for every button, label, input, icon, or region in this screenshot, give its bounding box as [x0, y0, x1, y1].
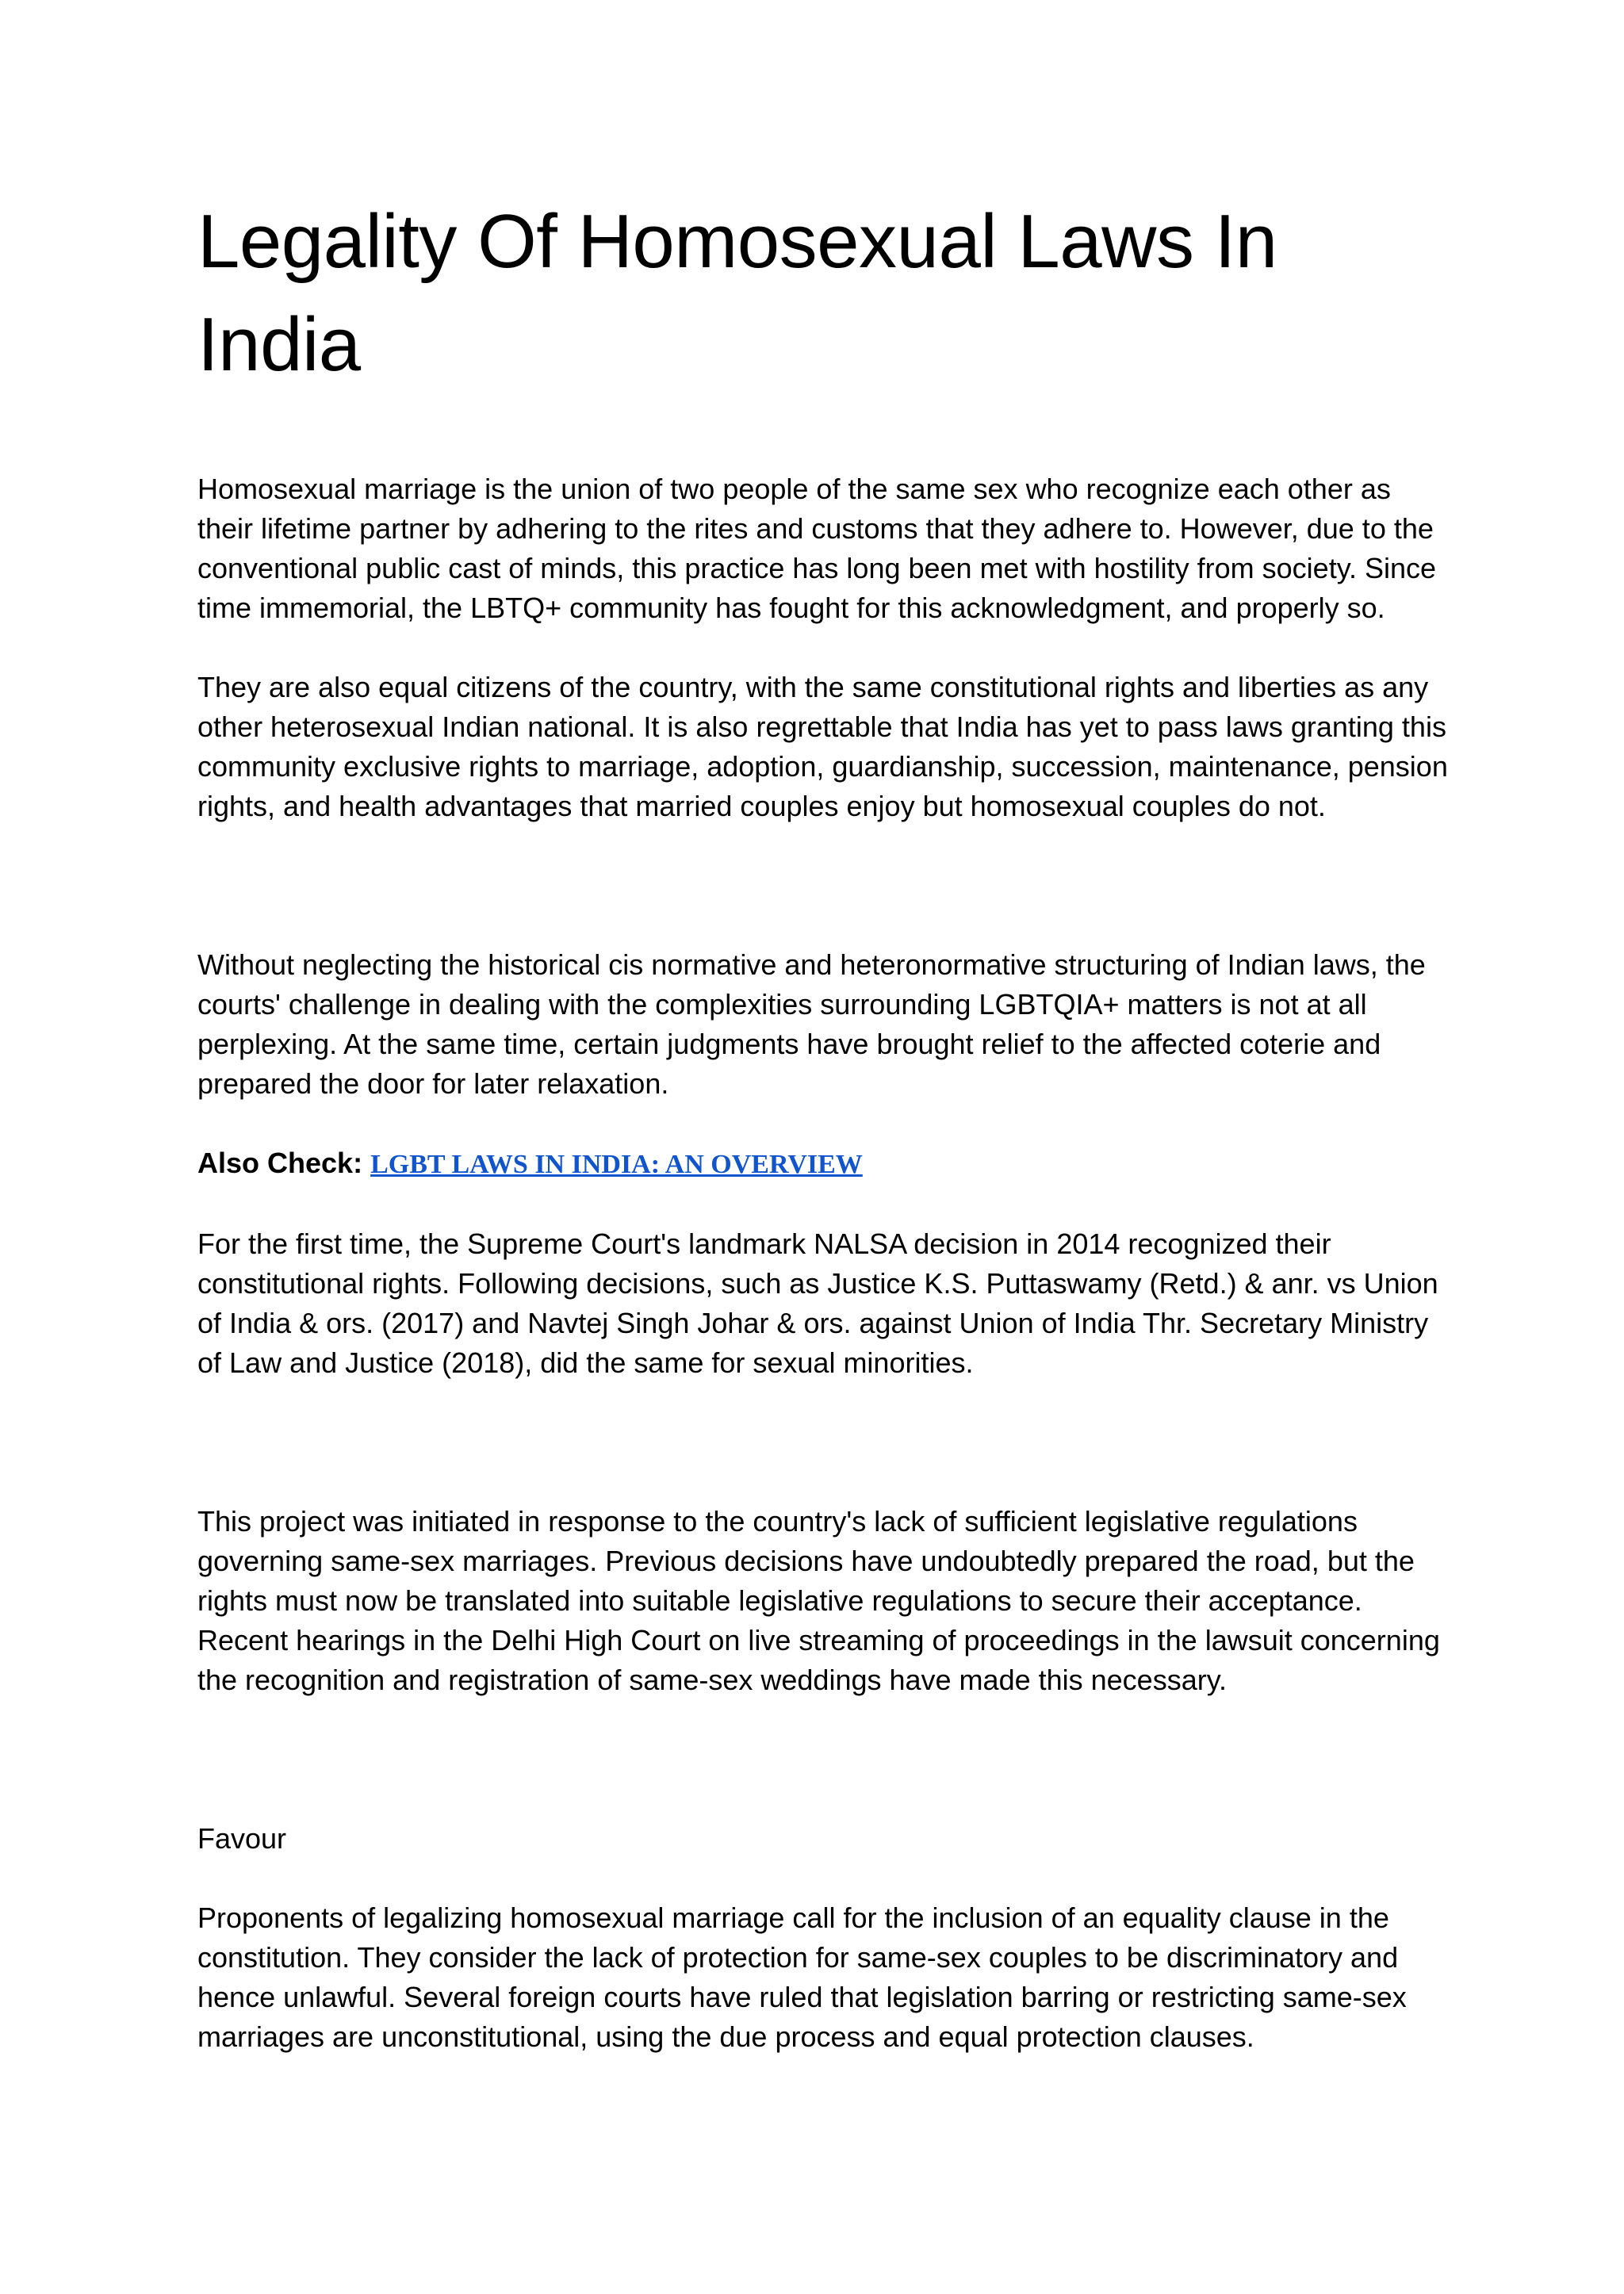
- document-body: [197, 190, 1450, 2057]
- also-check-line: [197, 1143, 1450, 1185]
- also-check-label: Also Check:: [197, 1147, 363, 1179]
- paragraph-project-initiation: This project was initiated in response to the country's lack of sufficient legislative regulations governing same-sex marriages. Previous decisions have undoubtedly prepared the road, but the rights must now be translated into suitable legislative regulations to secure their acceptance. Recent hearings in the Delhi High Court on live streaming of proceedings in the lawsuit concerning the recognition and registration of same-sex weddings have made this necessary.: [197, 1505, 1440, 1696]
- also-check-link[interactable]: LGBT LAWS IN INDIA: AN OVERVIEW: [370, 1150, 863, 1179]
- paragraph-nalsa-decision: For the first time, the Supreme Court's landmark NALSA decision in 2014 recognized their constitutional rights. Following decisions, such as Justice K.S. Puttaswamy (Retd.) & anr. vs Union of India & ors. (2017) and Navtej Singh Johar & ors. against Union of India Thr. Secretary Ministry of Law and Justice (2018), did the same for sexual minorities.: [197, 1227, 1438, 1379]
- paragraph-proponents: Proponents of legalizing homosexual marriage call for the inclusion of an equality clause in the constitution. They consider the lack of protection for same-sex couples to be discriminatory and hence unlawful. Several foreign courts have ruled that legislation barring or restricting same-sex marriages are unconstitutional, using the due process and equal protection clauses.: [197, 1901, 1407, 2053]
- paragraph-courts-challenge: Without neglecting the historical cis normative and heteronormative structuring of Indian laws, the courts' challenge in dealing with the complexities surrounding LGBTQIA+ matters is not at all perplexing. At the same time, certain judgments have brought relief to the affected coterie and prepared the door for later relaxation.: [197, 948, 1426, 1100]
- paragraph-equal-citizens: They are also equal citizens of the country, with the same constitutional rights and liberties as any other heterosexual Indian national. It is also regrettable that India has yet to pass laws granting this community exclusive rights to marriage, adoption, guardianship, succession, maintenance, pension rights, and health advantages that married couples enjoy but homosexual couples do not.: [197, 671, 1448, 822]
- document-title: Legality Of Homosexual Laws In India: [197, 199, 1277, 387]
- paragraph-intro-definition: Homosexual marriage is the union of two people of the same sex who recognize each other as their lifetime partner by adhering to the rites and customs that they adhere to. However, due to the conventional public cast of minds, this practice has long been met with hostility from society. Since time immemorial, the LBTQ+ community has fought for this acknowledgment, and properly so.: [197, 473, 1437, 624]
- section-heading-favour: Favour: [197, 1822, 287, 1855]
